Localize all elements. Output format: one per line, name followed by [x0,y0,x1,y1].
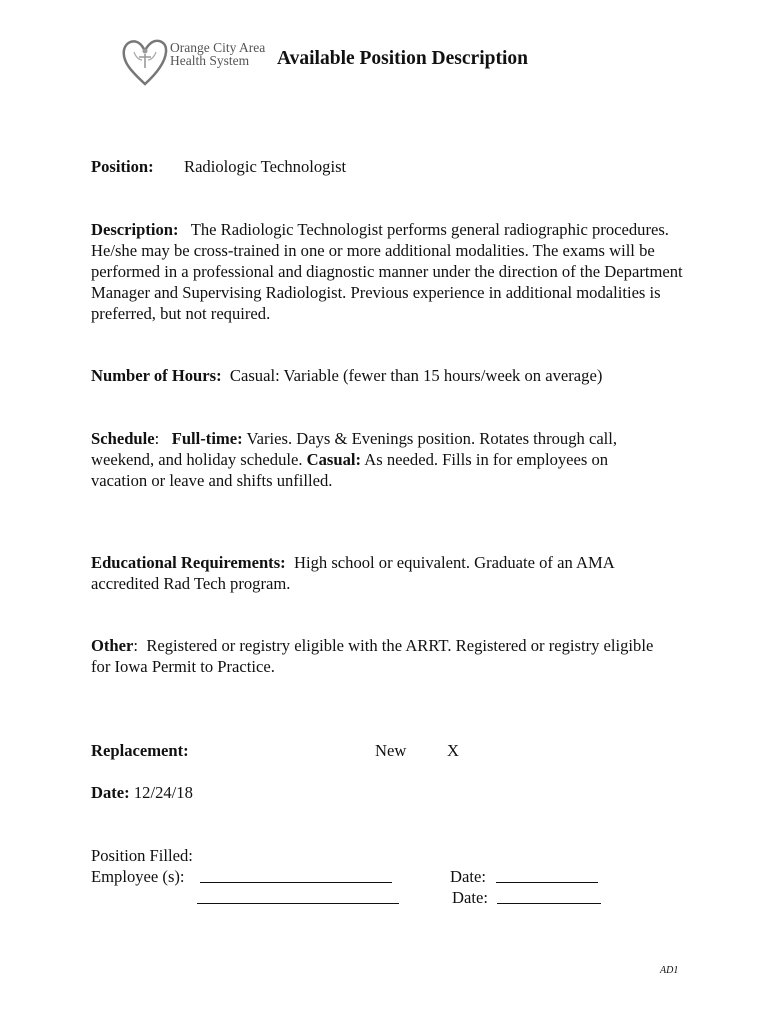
hours-label: Number of Hours: [91,366,222,385]
document-title: Available Position Description [277,48,528,69]
filled-date-label-1: Date: [450,867,486,886]
replacement-label-text: Replacement: [91,741,189,760]
date-row [91,782,193,803]
replacement-label [91,740,189,761]
other-text: Registered or registry eligible with the ARRT. Registered or registry eligible for Iowa Permit to Practice. [91,636,654,676]
date-value: 12/24/18 [133,783,193,802]
schedule-paragraph: Schedule: Full-time: Varies. Days & Evenings position. Rotates through call, weekend, and holiday schedule. Casual: As needed. Fills in for employees on vacation or leave and shifts unfilled. [91,429,618,490]
employee-signature-line-2[interactable] [197,889,399,904]
hours-paragraph [91,365,691,386]
casual-text: As needed. Fills in for employees on vacation or leave and shifts unfilled. [91,450,609,490]
replacement-mark: X [447,741,459,760]
schedule-label: Schedule [91,429,155,448]
education-label: Educational Requirements: [91,553,286,572]
position-row [91,156,154,177]
employee-label: Employee (s): [91,867,185,886]
other-paragraph: Other: Registered or registry eligible with the ARRT. Registered or registry eligible for Iowa Permit to Practice. [91,636,654,676]
description-paragraph [91,219,691,324]
fulltime-text: Varies. Days & Evenings position. Rotates through call, weekend, and holiday schedule. [91,429,618,469]
heart-logo-icon [120,36,170,88]
other-label: Other [91,636,134,655]
form-code: AD1 [660,965,679,976]
position-value: Radiologic Technologist [184,157,347,176]
position-label: Position: [91,157,154,176]
replacement-new-label: New [375,741,407,760]
logo-line-1: Orange City Area [170,40,266,55]
description-label: Description: [91,220,179,239]
filled-date-label-2: Date: [452,888,488,907]
education-text: High school or equivalent. Graduate of an AMA accredited Rad Tech program. [91,553,614,593]
filled-date-line-1[interactable] [496,868,598,883]
education-paragraph [91,552,671,594]
filled-date-line-2[interactable] [497,889,601,904]
logo-text [170,41,265,67]
position-filled-label: Position Filled: [91,846,193,865]
fulltime-label: Full-time: [171,429,243,448]
employee-signature-line-1[interactable] [200,868,392,883]
organization-logo [120,36,270,88]
date-label: Date: [91,783,130,802]
casual-label: Casual: [306,450,362,469]
logo-line-2: Health System [170,53,250,68]
description-text: The Radiologic Technologist performs general radiographic procedures. He/she may be cross-trained in one or more additional modalities. The exams will be performed in a professional and diagnostic manner under the direction of the Department Manager and Supervising Radiologist. Previous experience in additional modalities is preferred, but not required. [91,220,683,323]
hours-text: Casual: Variable (fewer than 15 hours/week on average) [229,366,603,385]
